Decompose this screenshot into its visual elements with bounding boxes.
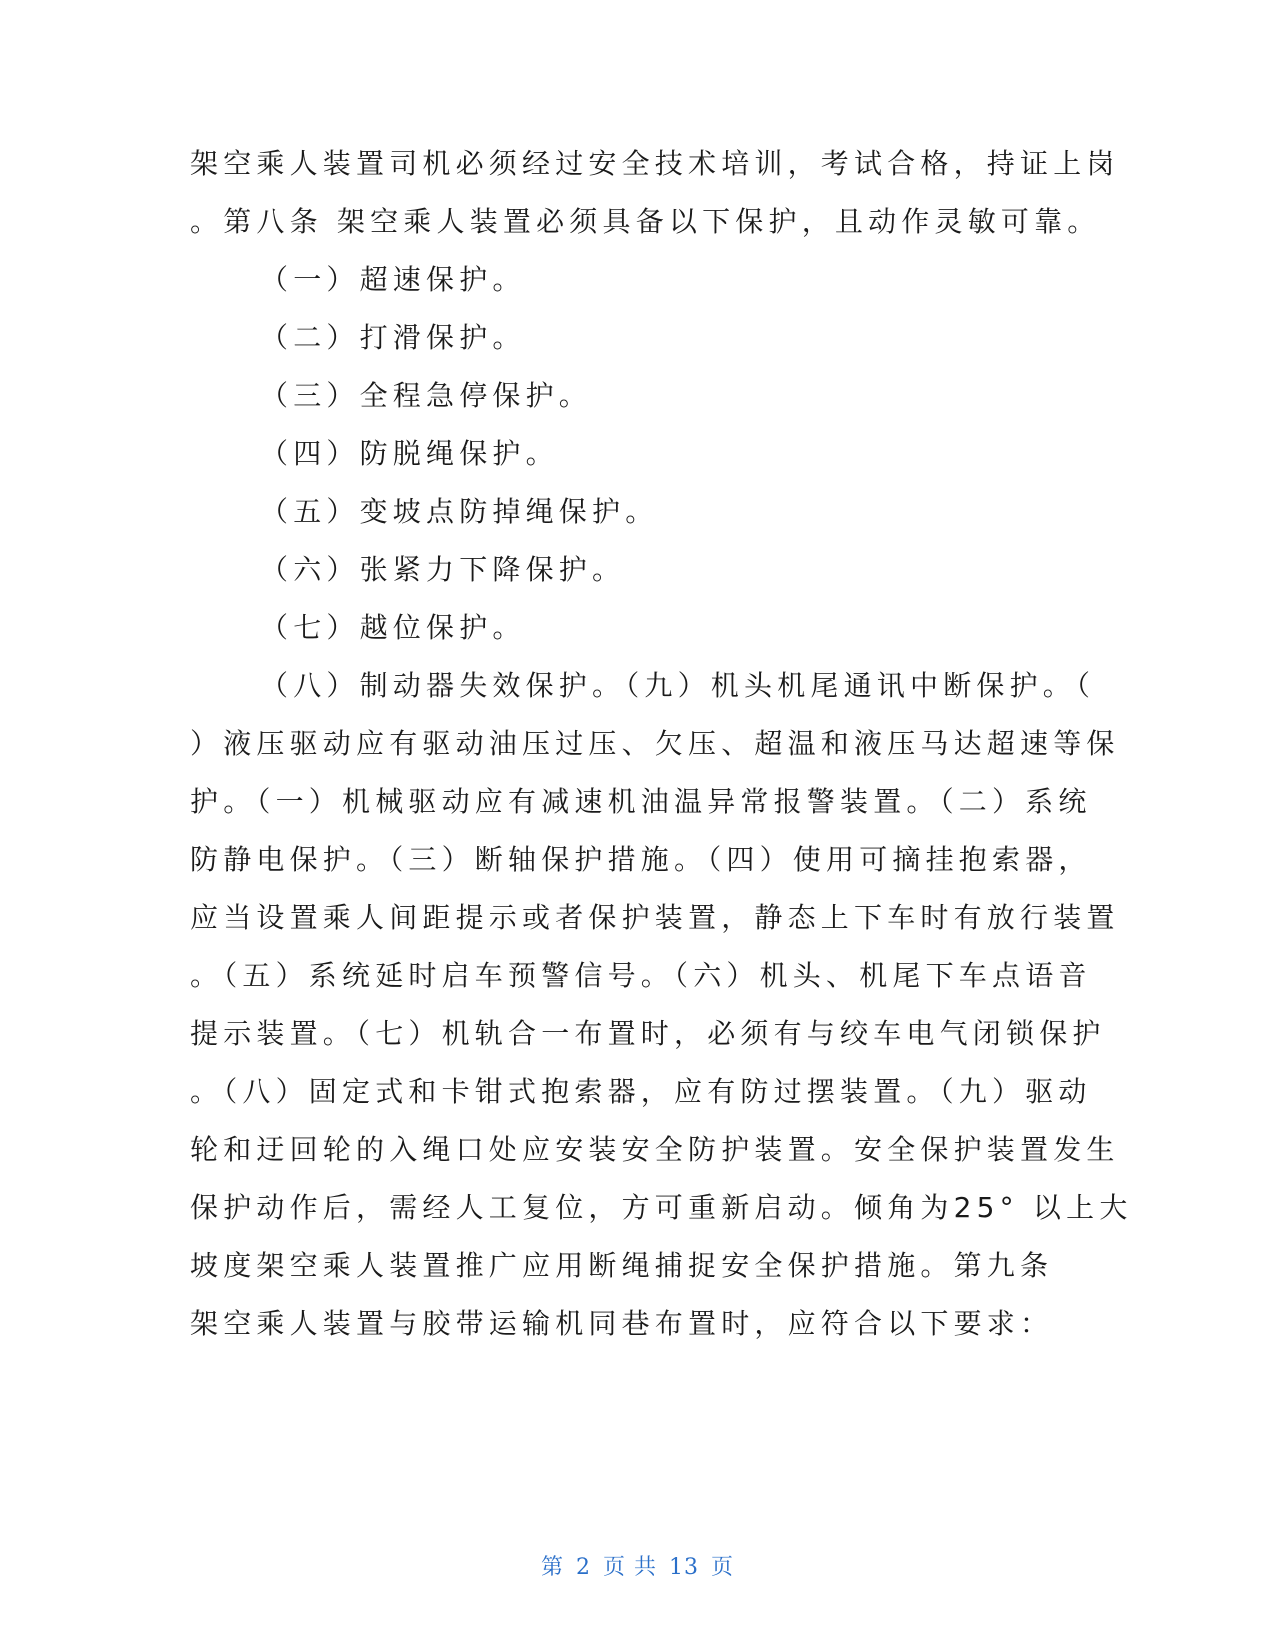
text-line: 防静电保护。（三）断轴保护措施。（四）使用可摘挂抱索器， (190, 843, 1092, 876)
list-item: （七）越位保护。 (260, 611, 526, 644)
text-line: 。第八条 架空乘人装置必须具备以下保护，且动作灵敏可靠。 (190, 205, 1101, 238)
text-line: 架空乘人装置与胶带运输机同巷布置时，应符合以下要求： (190, 1307, 1054, 1340)
total-pages-number: 13 (669, 1555, 699, 1580)
text-line: 。（八）固定式和卡钳式抱索器，应有防过摆装置。（九）驱动 (190, 1075, 1092, 1108)
list-item: （二）打滑保护。 (260, 321, 526, 354)
footer-suffix: 页 (711, 1555, 735, 1580)
footer-prefix: 第 (540, 1555, 564, 1580)
list-item: （四）防脱绳保护。 (260, 437, 559, 470)
text-line: 保护动作后，需经人工复位，方可重新启动。倾角为25° 以上大 (190, 1191, 1133, 1224)
footer-middle: 页 共 (603, 1555, 657, 1580)
page-footer (0, 1550, 1275, 1581)
text-line: 。（五）系统延时启车预警信号。（六）机头、机尾下车点语音 (190, 959, 1092, 992)
list-item: （五）变坡点防掉绳保护。 (260, 495, 659, 528)
text-line: （八）制动器失效保护。（九）机头机尾通讯中断保护。（ (260, 669, 1096, 702)
current-page-number: 2 (576, 1555, 591, 1580)
text-line: 架空乘人装置司机必须经过安全技术培训，考试合格，持证上岗 (190, 147, 1120, 180)
text-line: 提示装置。（七）机轨合一布置时，必须有与绞车电气闭锁保护 (190, 1017, 1106, 1050)
list-item: （六）张紧力下降保护。 (260, 553, 626, 586)
text-line: 护。（一）机械驱动应有减速机油温异常报警装置。（二）系统 (190, 785, 1092, 818)
text-line: 坡度架空乘人装置推广应用断绳捕捉安全保护措施。第九条 (190, 1249, 1054, 1282)
list-item: （一）超速保护。 (260, 263, 526, 296)
text-line: ）液压驱动应有驱动油压过压、欠压、超温和液压马达超速等保 (190, 727, 1120, 760)
text-line: 应当设置乘人间距提示或者保护装置，静态上下车时有放行装置 (190, 901, 1120, 934)
list-item: （三）全程急停保护。 (260, 379, 593, 412)
text-line: 轮和迂回轮的入绳口处应安装安全防护装置。安全保护装置发生 (190, 1133, 1120, 1166)
